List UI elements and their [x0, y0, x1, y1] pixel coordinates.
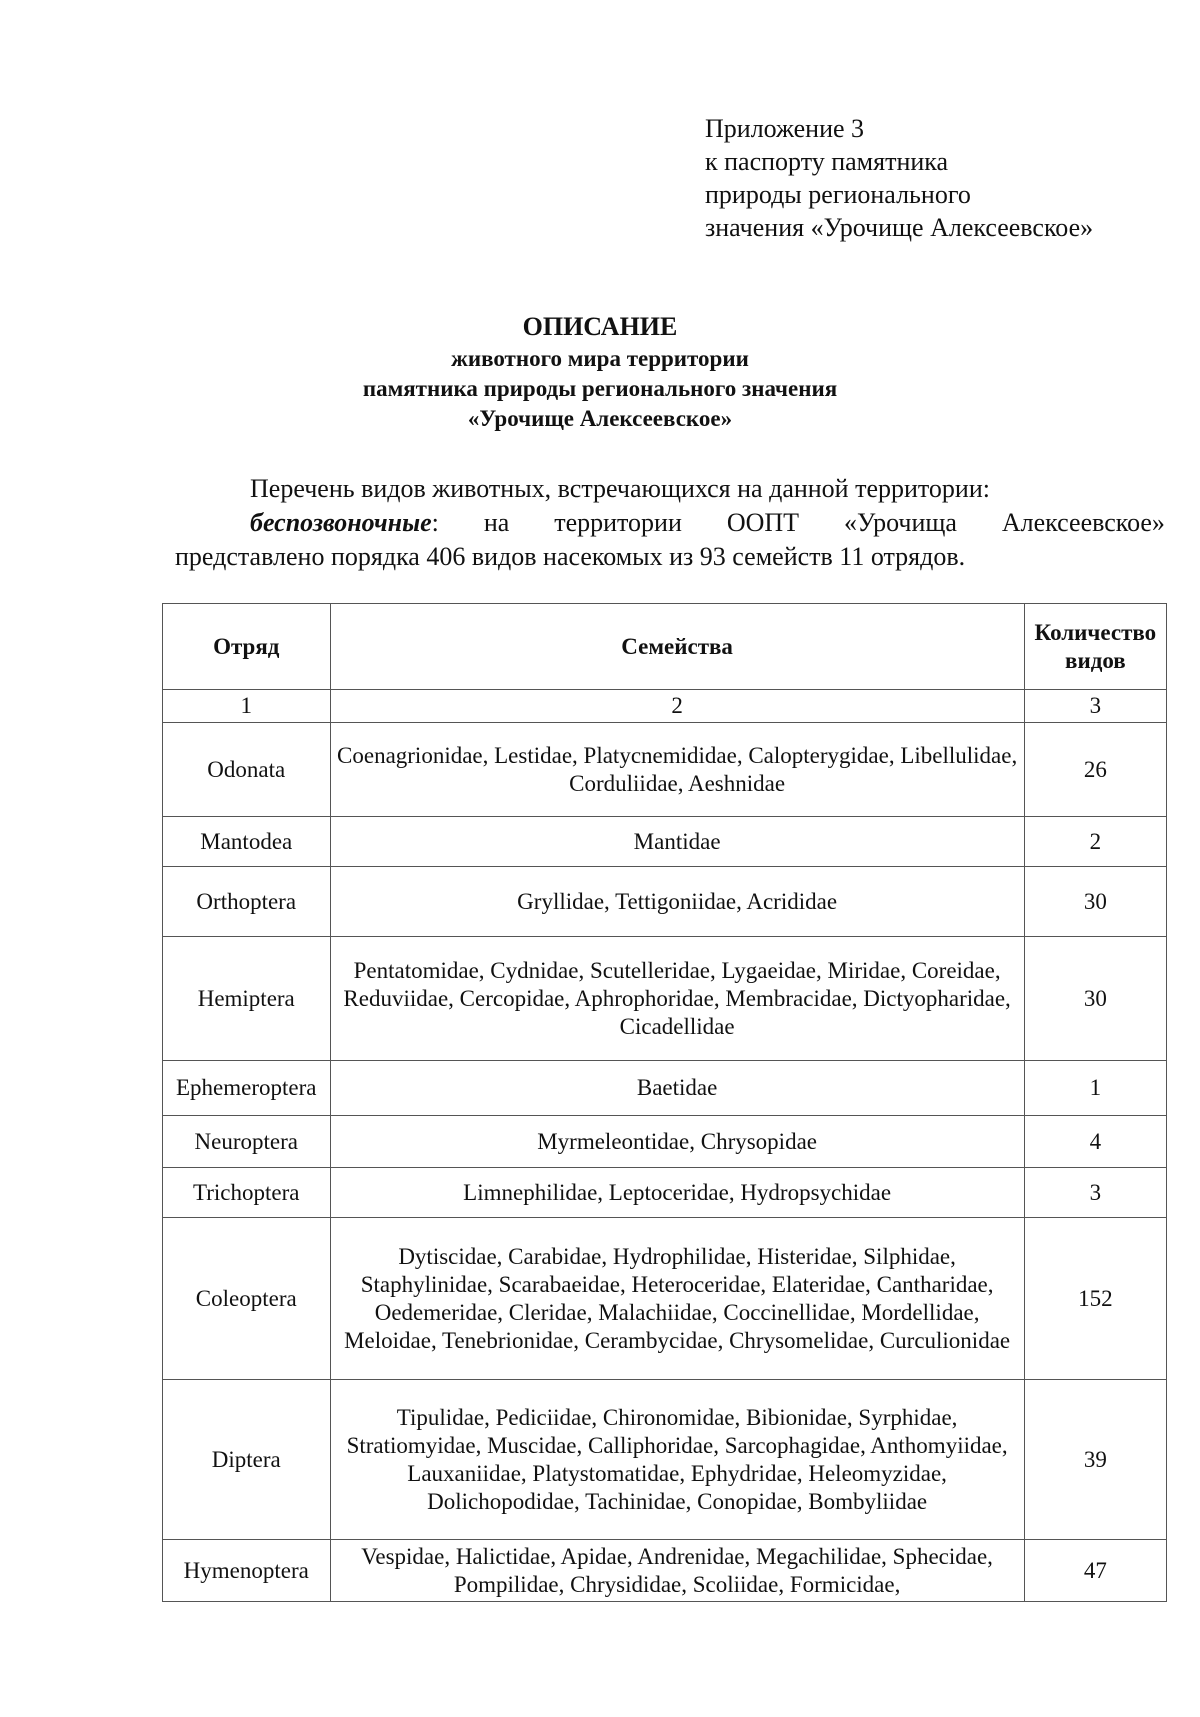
title-main: ОПИСАНИЕ: [522, 312, 678, 341]
table-row: [163, 1168, 1167, 1218]
count-cell: 26: [1024, 723, 1166, 817]
intro-word: на: [483, 508, 510, 537]
families-cell: Gryllidae, Tettigoniidae, Acrididae: [330, 867, 1024, 937]
order-cell: Coleoptera: [163, 1218, 331, 1380]
order-cell: Hymenoptera: [163, 1540, 331, 1602]
count-cell: 2: [1024, 817, 1166, 867]
families-cell: Pentatomidae, Cydnidae, Scutelleridae, Lygaeidae, Miridae, Coreidae, Reduviidae, Cercopidae, Aphrophoridae, Membracidae, Dictyopharidae, Cicadellidae: [330, 937, 1024, 1061]
table-row: [163, 1218, 1167, 1380]
intro-paragraph: [175, 472, 1165, 574]
table-row: [163, 867, 1167, 937]
table-row: [163, 1540, 1167, 1602]
order-cell: Mantodea: [163, 817, 331, 867]
intro-line-justified: беспозвоночные: на территории ООПТ «Урочища Алексеевское»: [175, 506, 1165, 540]
intro-line: представлено порядка 406 видов насекомых из 93 семейств 11 отрядов.: [175, 542, 966, 571]
count-cell: 1: [1024, 1061, 1166, 1116]
intro-word: территории: [554, 508, 682, 537]
count-cell: 3: [1024, 1168, 1166, 1218]
annex-line: Приложение 3: [705, 114, 865, 143]
table-row: [163, 937, 1167, 1061]
intro-word: Алексеевское»: [1001, 508, 1165, 537]
annex-line: природы регионального: [705, 180, 971, 209]
families-cell: Tipulidae, Pediciidae, Chironomidae, Bibionidae, Syrphidae, Stratiomyidae, Muscidae, Calliphoridae, Sarcophagidae, Anthomyiidae, Lauxaniidae, Platystomatidae, Ephydridae, Heleomyzidae, Dolichopodidae, Tachinidae, Conopidae, Bombyliidae: [330, 1380, 1024, 1540]
table-row: [163, 1061, 1167, 1116]
numbering-cell: 1: [163, 690, 331, 723]
annex-line: к паспорту памятника: [705, 147, 949, 176]
families-cell: Baetidae: [330, 1061, 1024, 1116]
count-cell: 47: [1024, 1540, 1166, 1602]
count-cell: 152: [1024, 1218, 1166, 1380]
numbering-cell: 3: [1024, 690, 1166, 723]
order-cell: Diptera: [163, 1380, 331, 1540]
intro-word: «Урочища: [843, 508, 957, 537]
count-cell: 39: [1024, 1380, 1166, 1540]
annex-block: [705, 112, 1093, 244]
intro-emphasis: беспозвоночные: [250, 508, 432, 537]
families-cell: Limnephilidae, Leptoceridae, Hydropsychidae: [330, 1168, 1024, 1218]
order-cell: Trichoptera: [163, 1168, 331, 1218]
order-cell: Orthoptera: [163, 867, 331, 937]
families-cell: Coenagrionidae, Lestidae, Platycnemididae, Calopterygidae, Libellulidae, Corduliidae, Aeshnidae: [330, 723, 1024, 817]
families-cell: Vespidae, Halictidae, Apidae, Andrenidae, Megachilidae, Sphecidae, Pompilidae, Chrysididae, Scoliidae, Formicidae,: [330, 1540, 1024, 1602]
table-numbering-row: [163, 690, 1167, 723]
order-cell: Neuroptera: [163, 1116, 331, 1168]
count-cell: 4: [1024, 1116, 1166, 1168]
title-subline: животного мира территории: [451, 346, 749, 371]
document-title: [0, 310, 1200, 434]
order-cell: Ephemeroptera: [163, 1061, 331, 1116]
header-count: Количество видов: [1024, 604, 1166, 690]
count-cell: 30: [1024, 937, 1166, 1061]
families-cell: Dytiscidae, Carabidae, Hydrophilidae, Histeridae, Silphidae, Staphylinidae, Scarabaeidae, Heteroceridae, Elateridae, Cantharidae, Oedemeridae, Cleridae, Malachiidae, Coccinellidae, Mordellidae, Meloidae, Tenebrionidae, Cerambycidae, Chrysomelidae, Curculionidae: [330, 1218, 1024, 1380]
table-row: [163, 723, 1167, 817]
order-cell: Hemiptera: [163, 937, 331, 1061]
families-cell: Mantidae: [330, 817, 1024, 867]
order-cell: Odonata: [163, 723, 331, 817]
count-cell: 30: [1024, 867, 1166, 937]
table-row: [163, 1116, 1167, 1168]
intro-word: ООПТ: [726, 508, 800, 537]
title-subline: «Урочище Алексеевское»: [467, 406, 733, 431]
species-table: [162, 603, 1167, 1602]
title-subline: памятника природы регионального значения: [362, 376, 838, 401]
annex-line: значения «Урочище Алексеевское»: [705, 213, 1094, 242]
families-cell: Myrmeleontidae, Chrysopidae: [330, 1116, 1024, 1168]
numbering-cell: 2: [330, 690, 1024, 723]
header-families: Семейства: [330, 604, 1024, 690]
table-row: [163, 1380, 1167, 1540]
intro-line: Перечень видов животных, встречающихся на данной территории:: [250, 474, 990, 503]
table-row: [163, 817, 1167, 867]
header-order: Отряд: [163, 604, 331, 690]
table-header-row: [163, 604, 1167, 690]
